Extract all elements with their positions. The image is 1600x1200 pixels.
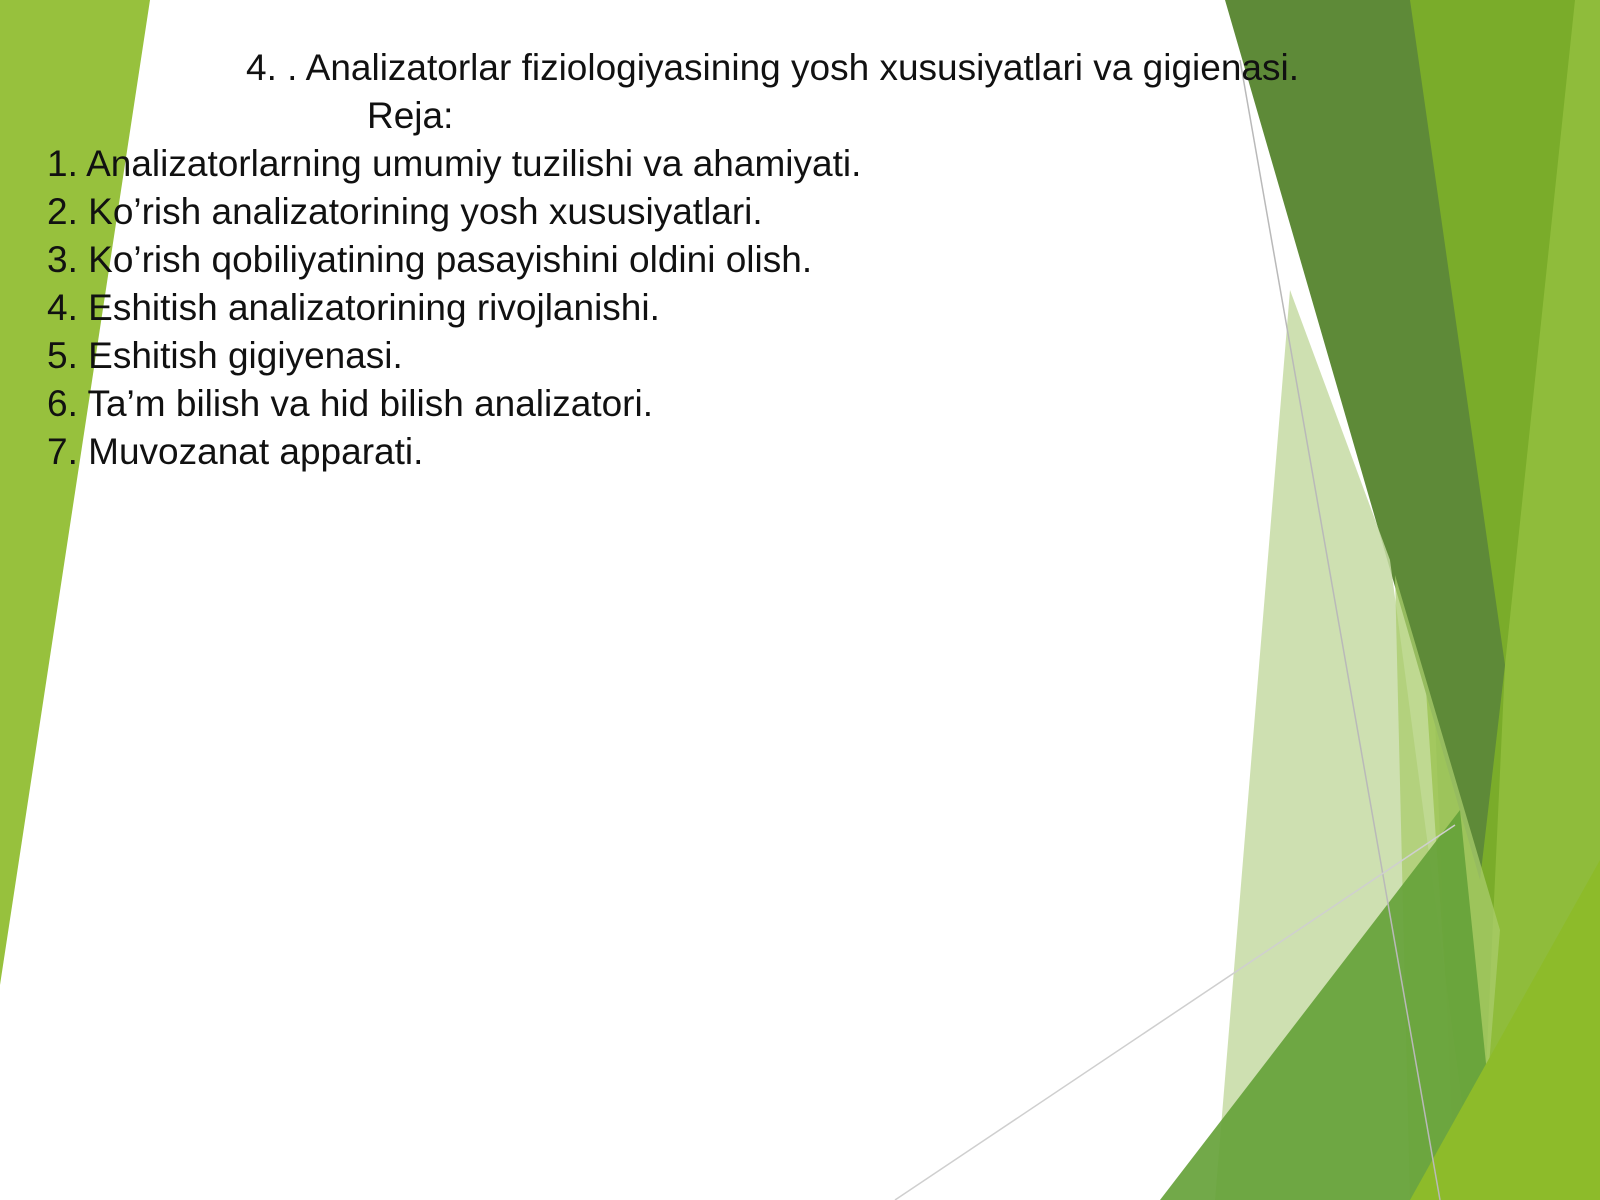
plan-item: 4. Eshitish analizatorining rivojlanishi.: [47, 287, 660, 328]
plan-item: 2. Ko’rish analizatorining yosh xususiyatlari.: [47, 191, 763, 232]
plan-item: 1. Analizatorlarning umumiy tuzilishi va ahamiyati.: [47, 143, 862, 184]
plan-list: [47, 140, 861, 476]
plan-item: 6. Ta’m bilish va hid bilish analizatori.: [47, 383, 654, 424]
plan-item: 3. Ko’rish qobiliyatining pasayishini oldini olish.: [47, 239, 813, 280]
slide-title: 4. . Analizatorlar fiziologiyasining yosh xususiyatlari va gigienasi.: [246, 47, 1299, 88]
plan-item: 5. Eshitish gigiyenasi.: [47, 335, 403, 376]
plan-heading: Reja:: [367, 95, 454, 136]
plan-item: 7. Muvozanat apparati.: [47, 431, 424, 472]
